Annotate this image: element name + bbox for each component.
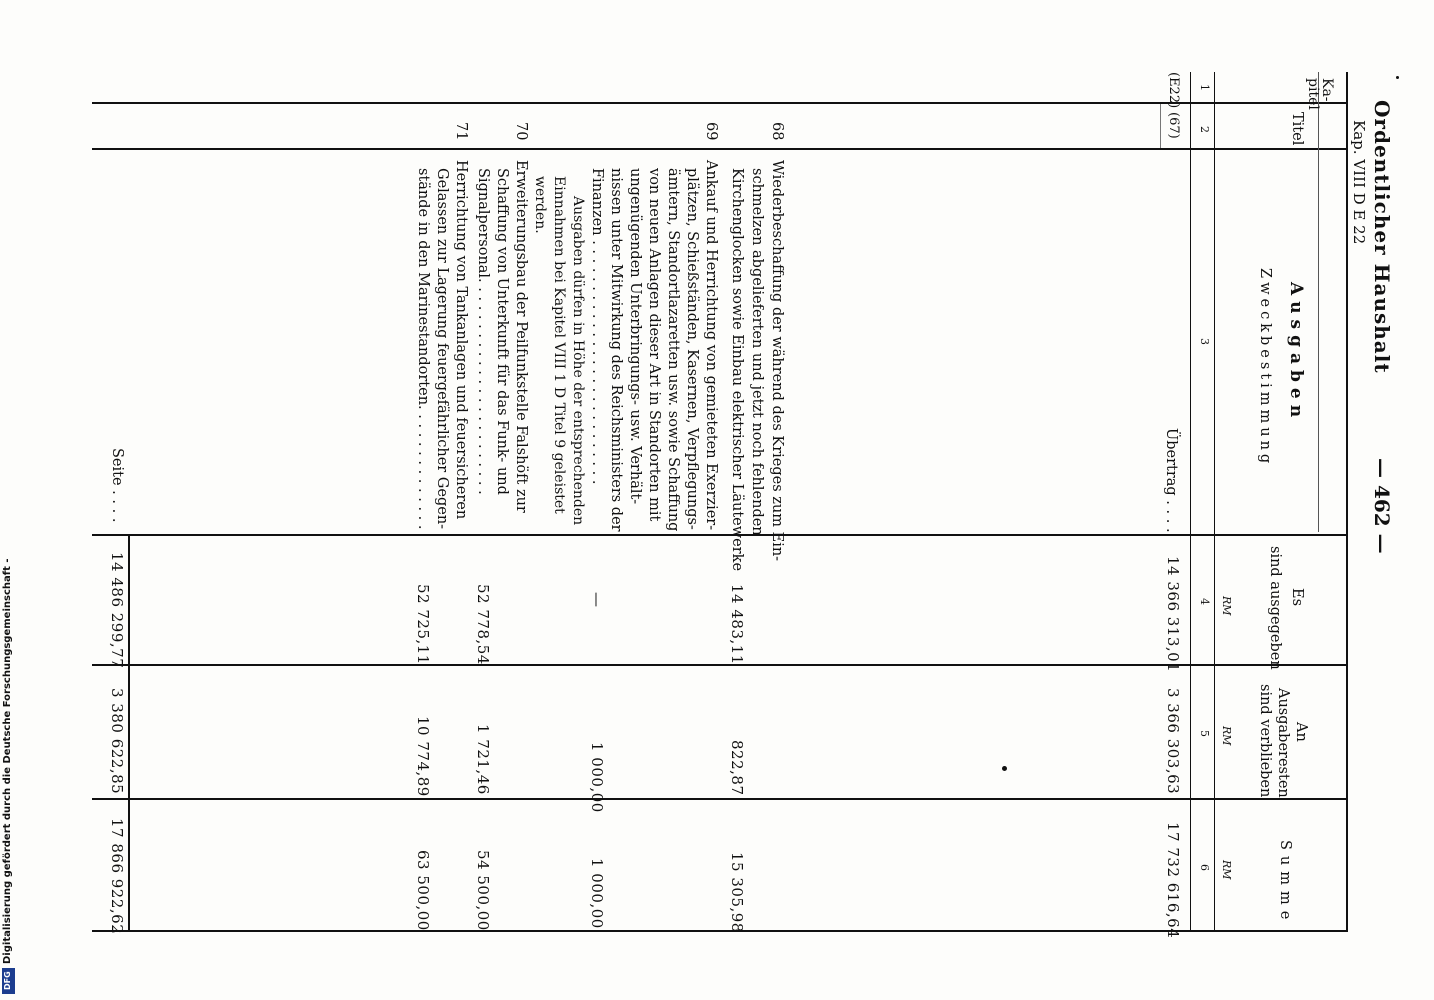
row-70-line: Schaffung von Unterkunft für das Funk- und	[494, 168, 510, 495]
scan-speck	[1002, 766, 1007, 771]
row-69-col4: —	[588, 592, 606, 608]
seite-col5: 3 380 622,85	[108, 688, 126, 795]
row-69-note: werden.	[532, 176, 548, 234]
scan-speck	[1396, 76, 1399, 79]
row-68-titel: 68	[769, 122, 785, 141]
row-68-col6: 15 305,98	[728, 852, 746, 933]
col-kapitel-number: 1	[1198, 84, 1211, 91]
col-titel-header: Titel	[1289, 112, 1305, 146]
row-69-line: nissen unter Mitwirkung des Reichsministers der	[608, 168, 624, 532]
row-70-line: Signalpersonal. . . . . . . . . . . . . . . . . . . . . . . .	[475, 168, 491, 495]
header-top	[1318, 72, 1319, 532]
row-69-line: Ankauf und Herrichtung von gemieteten Exerzier-	[703, 160, 719, 531]
rule-e	[92, 798, 1348, 800]
digitization-credit: Digitalisierung gefördert durch die Deutsche Forschungsgemeinschaft -	[2, 558, 13, 964]
row-68-line: Kirchenglocken sowie Einbau elektrischer Läutewerke	[729, 168, 745, 572]
rule-b	[92, 148, 1348, 150]
row-69-line: Finanzen . . . . . . . . . . . . . . . . . . . . . . . . . . .	[589, 168, 605, 485]
uebertrag-col5: 3 366 303,63	[1164, 688, 1182, 795]
row-69-line: plätzen, Schießständen, Kasernen, Verpflegungs-	[684, 168, 700, 530]
col5-header-1: An	[1293, 722, 1309, 742]
seite-col4: 14 486 299,77	[108, 552, 126, 669]
row-68-col4: 14 483,11	[728, 584, 746, 665]
row-71-line: stände in den Marinestandorten. . . . . . . . . . . . . .	[415, 168, 431, 530]
table-top-rule	[1346, 72, 1348, 932]
col-kapitel-header: Ka- pitel	[1305, 78, 1335, 110]
col5-header-2: Ausgaberesten	[1275, 688, 1291, 798]
row-71-line: Herrichtung von Tankanlagen und feuersicheren	[453, 160, 469, 520]
header-sep-2	[1190, 72, 1191, 932]
rule-f	[92, 930, 1348, 932]
col-zweck-number: 3	[1198, 338, 1211, 345]
rule-d	[92, 664, 1348, 666]
col-zweck-header: Zweckbestimmung	[1257, 268, 1273, 468]
row-71-col6: 63 500,00	[414, 850, 432, 931]
row-71-col5: 10 774,89	[414, 716, 432, 797]
seite-rule	[128, 534, 130, 932]
row-71-titel: 71	[453, 122, 469, 141]
row-69-line: ämtern, Standortlazaretten usw. sowie Schaffung	[665, 168, 681, 532]
row-70-col5: 1 721,46	[474, 724, 492, 795]
uebertrag-titel: (67)	[1166, 112, 1181, 139]
row-69-note: Einnahmen bei Kapitel VIII 1 D Titel 9 geleistet	[551, 176, 567, 514]
row-69-line: ungenügenden Unterbringungs- usw. Verhält-	[627, 168, 643, 505]
uebertrag-label: Übertrag . . . .	[1163, 428, 1179, 533]
row-69-note: Ausgaben dürfen in Höhe der entsprechenden	[570, 196, 586, 526]
rule-c	[92, 534, 1348, 536]
col4-number: 4	[1198, 598, 1211, 605]
row-68-line: schmelzen abgelieferten und jetzt noch fehlenden	[749, 168, 765, 536]
dfg-logo	[2, 968, 15, 994]
body-sep	[1160, 104, 1161, 148]
row-69-line: von neuen Anlagen dieser Art in Standorten mit	[646, 168, 662, 522]
row-70-col6: 54 500,00	[474, 850, 492, 931]
uebertrag-col6: 17 732 616,64	[1164, 822, 1182, 939]
dfg-logo-label: DFG	[3, 971, 12, 990]
page-subtitle: Kap. VIII D E 22	[1350, 120, 1368, 245]
col5-header-3: sind verblieben	[1257, 684, 1273, 798]
col6-unit: RM	[1220, 860, 1233, 880]
row-70-line: Erweiterungsbau der Peilfunkstelle Falshöft zur	[513, 160, 529, 513]
col4-unit: RM	[1220, 596, 1233, 616]
row-68-col5: 822,87	[728, 740, 746, 796]
uebertrag-kapitel: (E22)	[1166, 72, 1181, 109]
row-69-col6: 1 000,00	[588, 858, 606, 929]
seite-label: Seite . . . .	[109, 448, 125, 523]
header-sep	[1214, 72, 1215, 932]
col5-number: 5	[1198, 730, 1211, 737]
row-68-line: Wiederbeschaffung der während des Krieges zum Ein-	[769, 160, 785, 562]
page-number: — 462 —	[1370, 458, 1394, 554]
row-71-col4: 52 725,11	[414, 584, 432, 665]
col-ausgaben-header: Ausgaben	[1286, 282, 1306, 424]
col5-unit: RM	[1220, 726, 1233, 746]
row-69-col5: 1 000,00	[588, 742, 606, 813]
row-69-titel: 69	[703, 122, 719, 141]
uebertrag-col4: 14 366 313,01	[1164, 556, 1182, 673]
col6-header: Summe	[1277, 840, 1293, 926]
row-70-titel: 70	[513, 122, 529, 141]
col4-header-1: Es	[1289, 588, 1305, 607]
col-titel-number: 2	[1198, 126, 1211, 133]
row-70-col4: 52 778,54	[474, 584, 492, 665]
page-title: Ordentlicher Haushalt	[1370, 100, 1394, 374]
row-71-line: Gelassen zur Lagerung feuergefährlicher Gegen-	[434, 168, 450, 530]
col6-number: 6	[1198, 864, 1211, 871]
seite-col6: 17 866 922,62	[108, 818, 126, 935]
col4-header-2: sind ausgegeben	[1267, 546, 1283, 670]
